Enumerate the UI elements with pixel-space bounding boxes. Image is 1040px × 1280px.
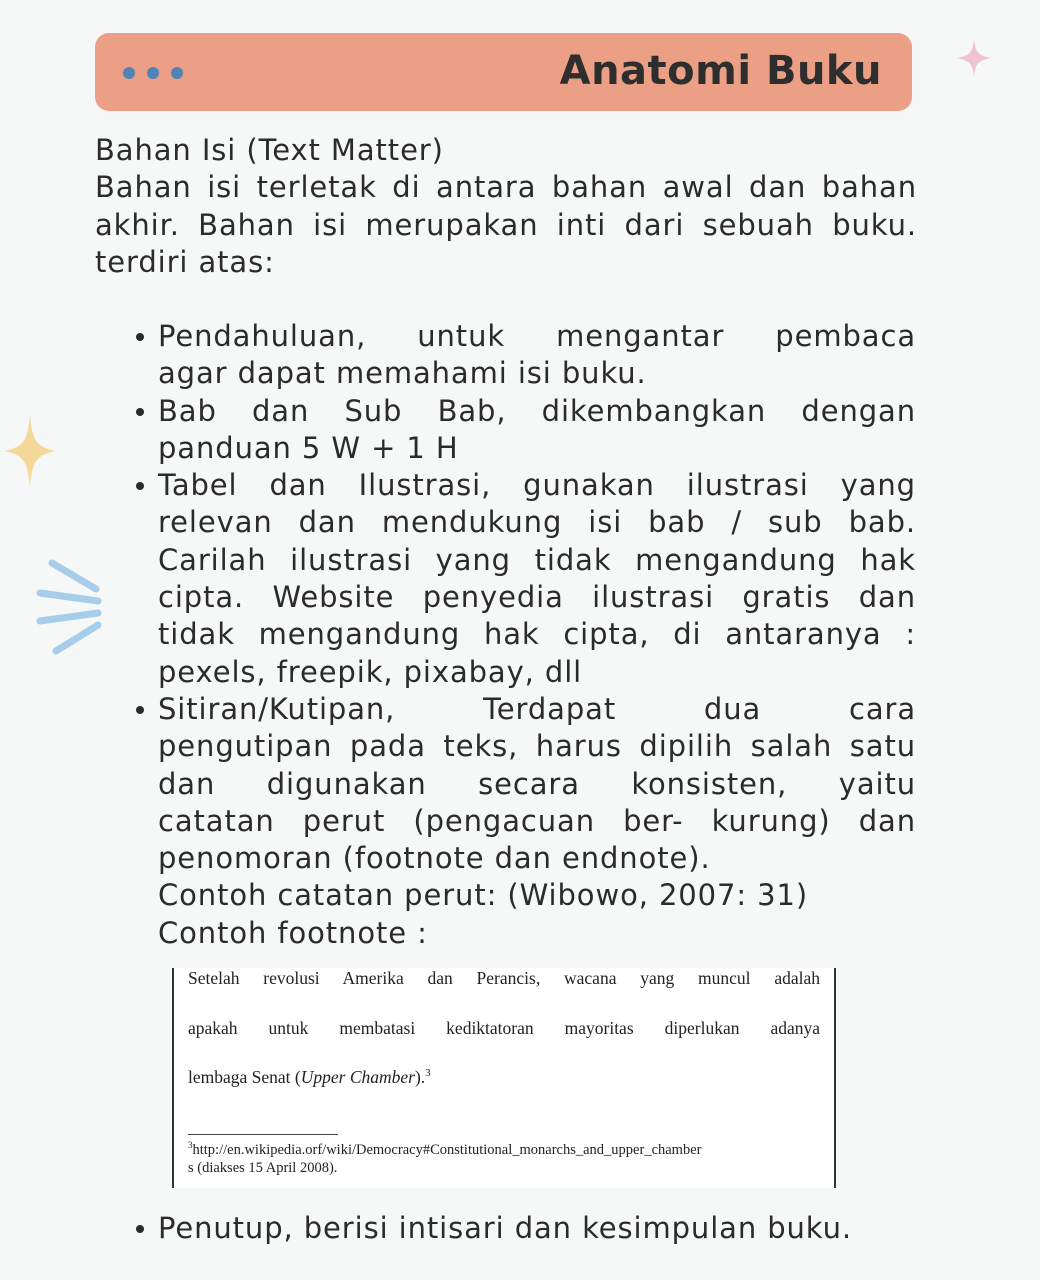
bullet-icon [136,333,144,341]
list-item-line: Carilah ilustrasi yang tidak mengandung hak [158,542,916,577]
list-item-line: Penutup, berisi intisari dan kesimpulan buku. [158,1211,853,1245]
footnote-marker: 3 [425,1067,431,1080]
list-item-line: panduan 5 W + 1 H [158,430,459,465]
intro-line: terdiri atas: [95,244,275,279]
list-item-line: relevan dan mendukung isi bab / sub bab. [158,505,916,540]
bullet-icon [136,408,144,416]
list-item-line: Tabel dan Ilustrasi, gunakan ilustrasi yang [158,468,916,503]
list-item-line: pexels, freepik, pixabay, dll [158,654,583,689]
list-item-line: penomoran (footnote dan endnote). [158,841,711,876]
dot [147,67,159,79]
sparkle-icon [956,38,992,78]
list-item-line: Contoh footnote : [158,915,428,950]
sparkle-icon [4,414,56,488]
bullet-icon [136,482,144,490]
footnote-body-line: lembaga Senat (Upper Chamber).$^3$ [188,1067,431,1087]
page-title: Anatomi Buku [559,48,882,94]
section-heading: Bahan Isi (Text Matter) [95,133,444,167]
footnote-example [172,968,836,1188]
bullet-icon [136,1225,144,1233]
footnote-note-line: $^3$http://en.wikipedia.orf/wiki/Democracy#Constitutional_monarchs_and_upper_chamber [188,1140,702,1158]
list-item-line: tidak mengandung hak cipta, di antaranya : [158,617,916,652]
list-item-line: Contoh catatan perut: (Wibowo, 2007: 31) [158,878,809,913]
list-item-line: cipta. Website penyedia ilustrasi gratis dan [158,580,916,615]
section-intro [95,132,917,281]
list-item-line: agar dapat memahami isi buku. [158,356,647,391]
list-item-line: pengutipan pada teks, harus dipilih salah satu [158,729,916,764]
dot [171,67,183,79]
window-dots [123,67,183,79]
list-item-line: Sitiran/Kutipan, Terdapat dua cara [158,691,916,726]
list-item [158,393,916,468]
list-item [158,467,916,691]
list-item-line: Pendahuluan, untuk mengantar pembaca [158,319,916,353]
footnote-marker: 3 [188,1140,193,1150]
list-item-line: catatan perut (pengacuan ber- kurung) dan [158,803,916,838]
intro-line: Bahan isi terletak di antara bahan awal dan bahan [95,170,917,205]
list-item [158,1210,916,1247]
list-item [158,691,916,952]
footnote-body-line: apakah untuk membatasi kediktatoran mayoritas diperlukan adanya [188,1018,820,1038]
list-item [158,318,916,393]
bullet-list [158,318,916,952]
list-item-line: dan digunakan secara konsisten, yaitu [158,766,916,801]
footnote-note-line: s (diakses 15 April 2008). [188,1160,338,1176]
burst-lines-icon [34,555,106,659]
header-banner [95,33,912,111]
bullet-icon [136,706,144,714]
footnote-rule [188,1134,338,1135]
dot [123,67,135,79]
intro-line: akhir. Bahan isi merupakan inti dari sebuah buku. [95,207,917,242]
footnote-body-line: Setelah revolusi Amerika dan Perancis, wacana yang muncul adalah [188,968,820,988]
list-item-line: Bab dan Sub Bab, dikembangkan dengan [158,393,916,428]
